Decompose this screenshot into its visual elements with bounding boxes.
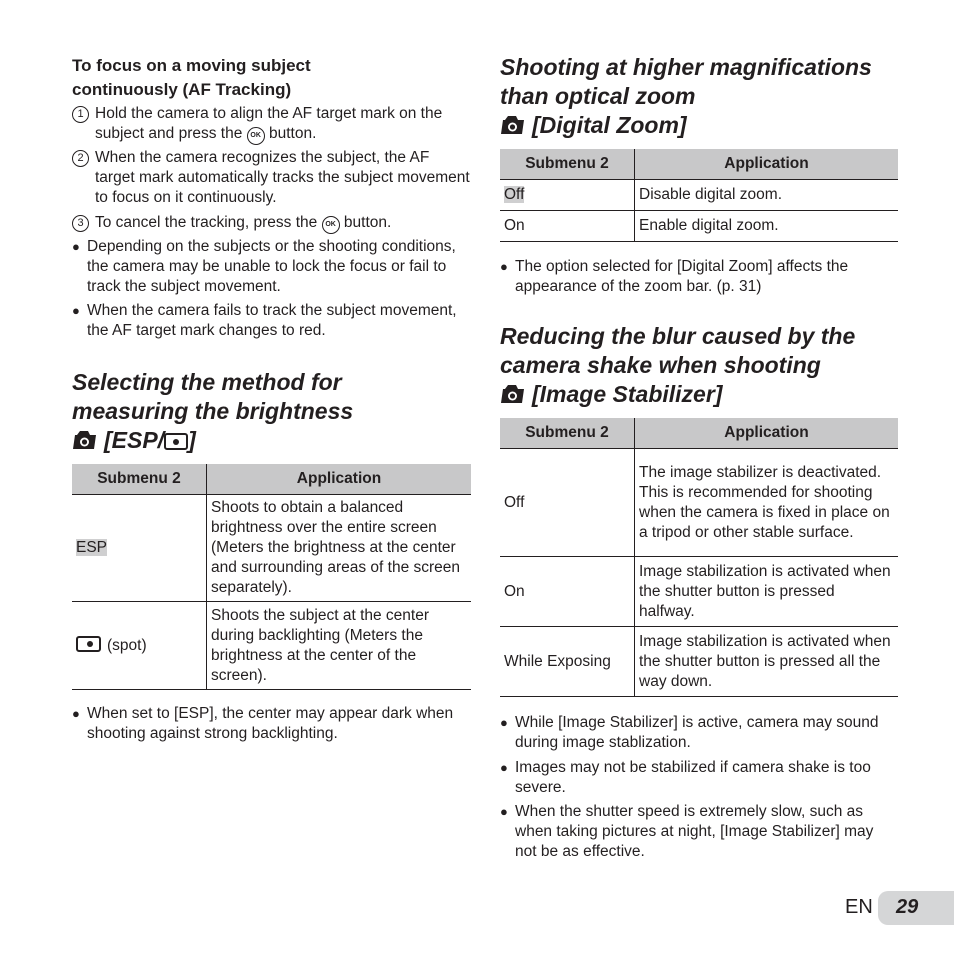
esp-section-title — [72, 368, 353, 455]
esp-table-col1: Submenu 2 — [72, 464, 207, 495]
step-number-1: 1 — [72, 106, 89, 123]
step-number-3: 3 — [72, 215, 89, 232]
af-step-3-text-a: To cancel the tracking, press the — [95, 214, 318, 231]
dz-off-label: Off — [504, 186, 525, 203]
digital-zoom-table — [500, 149, 898, 242]
digital-zoom-section-title — [500, 53, 872, 140]
table-row — [500, 449, 898, 557]
language-label: EN — [845, 896, 873, 918]
af-step-1-text-a: Hold the camera to align the AF target mark on the subject and press the — [95, 105, 443, 142]
esp-title-line2: measuring the brightness — [72, 398, 354, 424]
dz-table-col1: Submenu 2 — [500, 149, 635, 180]
ok-button-icon: OK — [322, 216, 340, 234]
esp-title-line3 — [72, 426, 353, 455]
af-step-3-text-b: button. — [343, 214, 392, 231]
spot-option-label: (spot) — [107, 636, 147, 654]
ok-button-icon: OK — [247, 127, 265, 145]
esp-option-label: ESP — [76, 539, 108, 556]
table-row — [500, 557, 898, 627]
camera-icon — [500, 115, 526, 135]
dz-title-line1: Shooting at higher magnifications — [500, 54, 872, 80]
is-table-col1: Submenu 2 — [500, 418, 635, 449]
dz-title-text: [Digital Zoom] — [532, 112, 687, 138]
bullet-icon: ● — [500, 715, 508, 730]
af-tracking-heading-line1: To focus on a moving subject — [72, 56, 311, 75]
is-bullet-1-text: While [Image Stabilizer] is active, camera may sound during image stablization. — [515, 714, 879, 751]
bullet-icon: ● — [72, 303, 80, 318]
page-number: 29 — [896, 896, 919, 918]
is-on-text: Image stabilization is activated when the shutter button is pressed halfway. — [635, 557, 899, 627]
af-tracking-heading — [72, 54, 311, 102]
bullet-icon: ● — [500, 804, 508, 819]
dz-on-text: Enable digital zoom. — [635, 211, 899, 242]
dz-on-label: On — [500, 211, 635, 242]
spot-metering-icon — [76, 636, 101, 652]
af-tracking-heading-line2: continuously (AF Tracking) — [72, 80, 292, 99]
esp-title-bracket: ] — [188, 427, 196, 453]
dz-off-text: Disable digital zoom. — [635, 180, 899, 211]
is-table-col2: Application — [635, 418, 899, 449]
esp-option-text: Shoots to obtain a balanced brightness over the entire screen (Meters the brightness at the center and surrounding areas of the screen separately). — [207, 495, 472, 602]
dz-table-col2: Application — [635, 149, 899, 180]
stabilizer-table — [500, 418, 898, 697]
is-title-line1: Reducing the blur caused by the — [500, 323, 856, 349]
esp-title-line1: Selecting the method for — [72, 369, 342, 395]
camera-icon — [72, 430, 98, 450]
step-number-2: 2 — [72, 150, 89, 167]
camera-icon — [500, 384, 526, 404]
bullet-icon: ● — [72, 239, 80, 254]
is-title-text: [Image Stabilizer] — [532, 381, 723, 407]
is-exposing-label: While Exposing — [500, 627, 635, 697]
af-step-2-text: When the camera recognizes the subject, the AF target mark automatically tracks the subject movement to focus on it continuously. — [95, 149, 470, 206]
table-row — [500, 211, 898, 242]
spot-option-text: Shoots the subject at the center during backlighting (Meters the brightness at the center of the screen). — [207, 602, 472, 690]
table-row — [72, 495, 471, 602]
bullet-icon: ● — [500, 259, 508, 274]
esp-table — [72, 464, 471, 690]
table-row — [500, 180, 898, 211]
esp-table-col2: Application — [207, 464, 472, 495]
is-on-label: On — [500, 557, 635, 627]
dz-title-line2: than optical zoom — [500, 83, 696, 109]
bullet-icon: ● — [500, 760, 508, 775]
bullet-icon: ● — [72, 706, 80, 721]
af-bullet-2-text: When the camera fails to track the subject movement, the AF target mark changes to red. — [87, 302, 457, 339]
af-bullet-1-text: Depending on the subjects or the shooting conditions, the camera may be unable to lock the focus or fail to track the subject movement. — [87, 238, 456, 295]
is-bullet-2-text: Images may not be stabilized if camera shake is too severe. — [515, 759, 871, 796]
is-exposing-text: Image stabilization is activated when the shutter button is pressed all the way down. — [635, 627, 899, 697]
esp-title-text: [ESP/ — [104, 427, 165, 453]
dz-bullet-text: The option selected for [Digital Zoom] affects the appearance of the zoom bar. (p. 31) — [515, 258, 849, 295]
is-off-text: The image stabilizer is deactivated. This is recommended for shooting when the camera is fixed in place on a tripod or other stable surface. — [635, 449, 899, 557]
stabilizer-section-title — [500, 322, 855, 409]
table-row — [72, 602, 471, 690]
spot-metering-icon — [164, 433, 188, 450]
is-off-label: Off — [500, 449, 635, 557]
is-bullet-3-text: When the shutter speed is extremely slow, such as when taking pictures at night, [Image Stabilizer] may not be as effective. — [515, 803, 874, 860]
esp-bullet-text: When set to [ESP], the center may appear dark when shooting against strong backlighting. — [87, 705, 454, 742]
is-title-line3 — [500, 380, 855, 409]
is-title-line2: camera shake when shooting — [500, 352, 821, 378]
table-row — [500, 627, 898, 697]
dz-title-line3 — [500, 111, 872, 140]
af-step-1-text-b: button. — [268, 125, 317, 142]
